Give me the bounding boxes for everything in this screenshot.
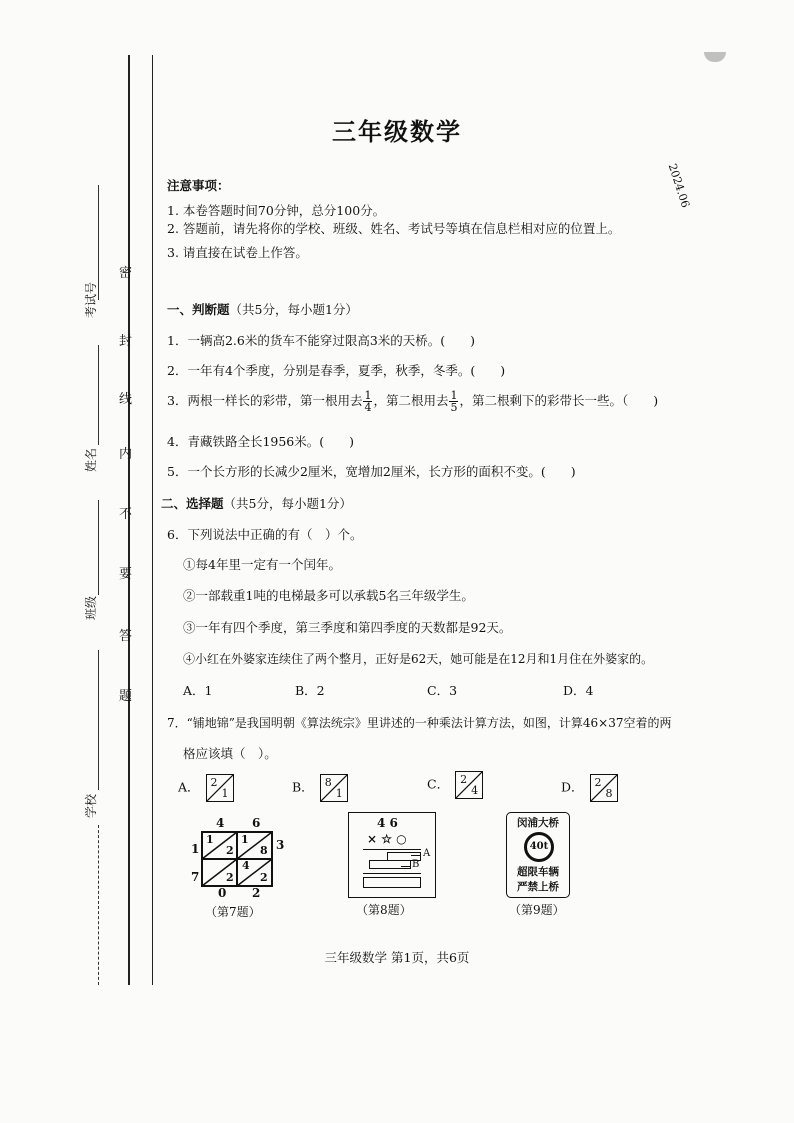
q7-option-c[interactable] xyxy=(427,771,483,799)
q6-statement: ④小红在外婆家连续住了两个整月，正好是62天，她可能是在12月和1月住在外婆家的。 xyxy=(183,652,654,666)
lattice-top-digit: 6 xyxy=(252,816,261,830)
class-field[interactable] xyxy=(98,500,99,595)
seal-char: 答 xyxy=(119,629,133,644)
sign-line: 严禁上桥 xyxy=(517,881,559,893)
box-bottom-digit: 1 xyxy=(221,787,229,800)
fig8-pointer xyxy=(411,855,421,856)
question-1: 1．一辆高2.6米的货车不能穿过限高3米的天桥。( ) xyxy=(167,333,476,348)
page-title: 三年级数学 xyxy=(332,118,462,146)
figure-8-caption: （第8题） xyxy=(356,903,412,917)
school-field[interactable] xyxy=(98,650,99,790)
figure-9-caption: （第9题） xyxy=(509,903,565,917)
seal-char: 密 xyxy=(119,266,133,281)
option-label: A． xyxy=(178,779,200,795)
option-label: B． xyxy=(292,779,314,795)
section1-heading xyxy=(167,300,358,318)
seal-char: 不 xyxy=(119,507,133,522)
question-4: 4．青藏铁路全长1956米。( ) xyxy=(167,434,355,449)
lattice-cell: 2 xyxy=(260,871,268,884)
box-top-digit: 2 xyxy=(594,776,602,789)
lattice-bottom-digit: 2 xyxy=(252,886,261,900)
answer-box xyxy=(320,774,348,802)
fraction-numerator: 1 xyxy=(450,389,458,402)
option-label: C． xyxy=(427,776,450,792)
question-7-cont: 格应该填（ ）。 xyxy=(183,746,277,761)
fig8-row1: 4 6 xyxy=(377,816,398,830)
fig8-bar xyxy=(369,860,411,869)
answer-box xyxy=(206,774,234,802)
exam-no-field[interactable] xyxy=(98,185,99,300)
section2-heading xyxy=(161,494,352,512)
q6-statement: ①每4年里一定有一个闰年。 xyxy=(183,557,341,572)
figure-9-sign xyxy=(506,812,570,898)
box-top-digit: 2 xyxy=(460,773,468,786)
lattice-left-digit: 1 xyxy=(191,842,200,856)
fig8-bar xyxy=(363,877,421,888)
name-field[interactable] xyxy=(98,345,99,445)
fraction-numerator: 1 xyxy=(364,389,372,402)
lattice-cell: 2 xyxy=(226,844,234,857)
lattice-cell: 1 xyxy=(241,833,249,846)
fig8-rule xyxy=(363,873,421,874)
name-label: 姓名 xyxy=(84,447,98,472)
q7-option-d[interactable] xyxy=(561,774,618,802)
weight-limit-value: 40t xyxy=(529,841,549,852)
q6-statement: ②一部载重1吨的电梯最多可以承载5名三年级学生。 xyxy=(183,588,474,603)
option-label: D． xyxy=(561,779,584,795)
q7-option-a[interactable] xyxy=(178,774,234,802)
fig8-label-b: B xyxy=(412,859,420,870)
box-bottom-digit: 1 xyxy=(335,787,343,800)
figure-7-caption: （第7题） xyxy=(205,905,261,919)
seal-char: 封 xyxy=(119,334,133,349)
fig8-row2: × ☆ ○ xyxy=(367,832,407,846)
figure-7-lattice xyxy=(188,816,288,902)
notes-heading: 注意事项： xyxy=(167,178,230,193)
exam-no-label: 考试号 xyxy=(84,281,98,318)
q3-text-b: ，第二根用去 xyxy=(373,393,449,408)
lattice-top-digit: 4 xyxy=(216,816,225,830)
lattice-cell: 4 xyxy=(242,859,250,872)
fraction xyxy=(449,390,458,413)
note-item: 2. 答题前，请先将你的学校、班级、姓名、考试号等填在信息栏相对应的位置上。 xyxy=(167,221,621,236)
section1-note: （共5分，每小题1分） xyxy=(229,302,358,317)
fig8-label-a: A xyxy=(423,848,431,859)
question-3 xyxy=(167,390,658,413)
lattice-cell: 2 xyxy=(226,871,234,884)
q6-statement: ③一年有四个季度，第三季度和第四季度的天数都是92天。 xyxy=(183,620,512,635)
q3-text-c: ，第二根剩下的彩带长一些。（ ) xyxy=(459,393,659,408)
q7-option-b[interactable] xyxy=(292,774,348,802)
binding-line-outer xyxy=(152,55,153,985)
weight-limit-icon xyxy=(524,832,554,862)
box-bottom-digit: 8 xyxy=(605,787,613,800)
section1-title: 一、判断题 xyxy=(167,302,230,317)
section2-note: （共5分，每小题1分） xyxy=(223,496,352,511)
box-top-digit: 2 xyxy=(210,776,218,789)
school-label: 学校 xyxy=(84,793,98,818)
answer-box xyxy=(455,771,483,799)
question-7: 7．“铺地锦”是我国明朝《算法统宗》里讲述的一种乘法计算方法，如图，计算46×37空着的两 xyxy=(167,716,672,730)
class-label: 班级 xyxy=(84,595,98,620)
lattice-left-digit: 7 xyxy=(191,870,200,884)
exam-date: 2024.06 xyxy=(665,162,693,210)
note-item: 1. 本卷答题时间70分钟，总分100分。 xyxy=(167,203,386,218)
seal-char: 线 xyxy=(119,392,133,407)
lattice-right-digit: 3 xyxy=(276,838,285,852)
section2-title: 二、选择题 xyxy=(161,496,224,511)
answer-box xyxy=(590,774,618,802)
question-2: 2．一年有4个季度，分别是春季，夏季，秋季，冬季。( ) xyxy=(167,363,506,378)
q6-option-b[interactable]: B．2 xyxy=(295,683,325,698)
page-footer: 三年级数学 第1页，共6页 xyxy=(324,950,470,965)
scan-smudge xyxy=(704,52,726,62)
q6-option-d[interactable]: D．4 xyxy=(563,683,594,698)
seal-char: 要 xyxy=(119,567,133,582)
fraction xyxy=(363,390,372,413)
fig8-pointer xyxy=(401,866,411,867)
fig8-rule xyxy=(363,849,421,850)
lattice-cell: 8 xyxy=(260,844,268,857)
fraction-denominator: 4 xyxy=(364,401,372,414)
q6-option-c[interactable]: C．3 xyxy=(427,683,458,698)
question-5: 5．一个长方形的长减少2厘米，宽增加2厘米，长方形的面积不变。( ) xyxy=(167,464,576,479)
fraction-denominator: 5 xyxy=(450,401,458,414)
sign-bridge-name: 闵浦大桥 xyxy=(517,817,559,829)
lattice-cell: 1 xyxy=(206,833,214,846)
sign-line: 超限车辆 xyxy=(517,866,559,878)
figure-8-box xyxy=(348,812,436,898)
lattice-bottom-digit: 0 xyxy=(218,886,227,900)
q6-option-a[interactable]: A．1 xyxy=(183,683,213,698)
box-bottom-digit: 4 xyxy=(471,784,479,797)
note-item: 3. 请直接在试卷上作答。 xyxy=(167,245,308,260)
seal-char: 内 xyxy=(119,447,133,462)
question-6: 6．下列说法中正确的有（ ）个。 xyxy=(167,527,363,542)
seal-char: 题 xyxy=(119,689,133,704)
box-top-digit: 8 xyxy=(324,776,332,789)
q3-text-a: 3．两根一样长的彩带，第一根用去 xyxy=(167,393,363,408)
